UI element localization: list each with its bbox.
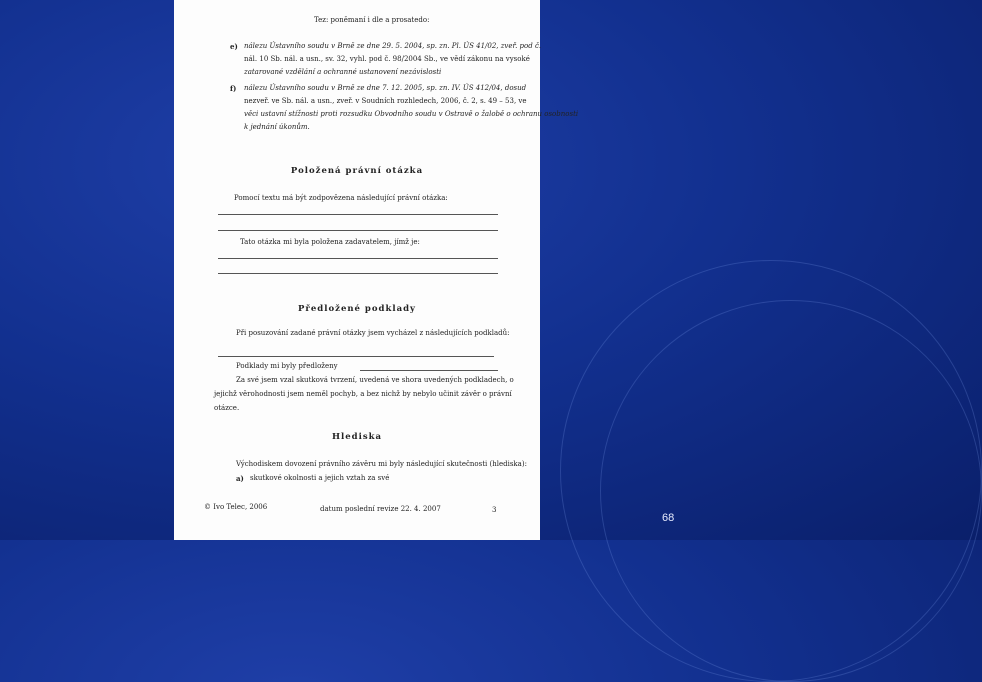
item-e-line: zatarované vzdělání a ochranné ustanovení nezávislosti [244,68,442,76]
item-f-label: f) [230,84,237,93]
criteria-text: Východiskem dovození právního závěru mi byly následující skutečnosti (hlediska): [236,460,527,468]
section-title-question: Položená právní otázka [290,166,424,176]
document-page [174,0,579,540]
answer-line [218,273,498,274]
section-title-criteria: Hlediska [331,432,383,442]
answer-line [218,356,494,357]
documents-text: Za své jsem vzal skutková tvrzení, uvedená ve shora uvedených podkladech, o [236,376,514,384]
criteria-label: a) [236,474,244,483]
item-e-label: e) [230,42,238,51]
documents-text: Při posuzování zadané právní otázky jsem vycházel z následujících podkladů: [236,329,510,337]
answer-line [218,230,498,231]
section-title-documents: Předložené podklady [298,304,416,314]
question-text: Tato otázka mi byla položena zadavatelem, jímž je: [240,238,420,246]
criteria-text: skutkové okolnosti a jejich vztah za své [250,474,390,482]
item-f-line: věci ustavní stížnosti proti rozsudku Obvodního soudu v Ostravě o žalobě o ochranu osobnosti [244,110,579,118]
item-e-line: nál. 10 Sb. nál. a usn., sv. 32, vyhl. pod č. 98/2004 Sb., ve vědí zákonu na vysoké [244,55,530,63]
footer-copyright: © Ivo Telec, 2006 [204,503,268,511]
item-e-line: nálezu Ústavního soudu v Brně ze dne 29. 5. 2004, sp. zn. Pl. ÚS 41/02, zveř. pod č. [244,42,542,50]
item-f-line: k jednání úkonům. [244,123,310,131]
footer-revision-date: datum poslední revize 22. 4. 2007 [320,505,441,513]
footer-page-number: 3 [492,506,497,514]
intro-text: Tez: poněmaní i dle a prosatedo: [314,16,430,24]
documents-text: otázce. [214,404,240,412]
slide-number: 68 [662,512,675,524]
answer-line [360,370,498,371]
question-text: Pomocí textu má být zodpovězena následující právní otázka: [234,194,448,202]
item-f-line: nálezu Ústavního soudu v Brně ze dne 7. 12. 2005, sp. zn. IV. ÚS 412/04, dosud [244,84,527,92]
documents-text: Podklady mi byly předloženy [236,362,338,370]
decorative-arc [600,300,982,682]
answer-line [218,258,498,259]
item-f-line: nezveř. ve Sb. nál. a usn., zveř. v Soudních rozhledech, 2006, č. 2, s. 49 – 53, ve [244,97,527,105]
documents-text: jejichž věrohodnosti jsem neměl pochyb, a bez nichž by nebylo učinit závěr o právní [214,390,512,398]
answer-line [218,214,498,215]
